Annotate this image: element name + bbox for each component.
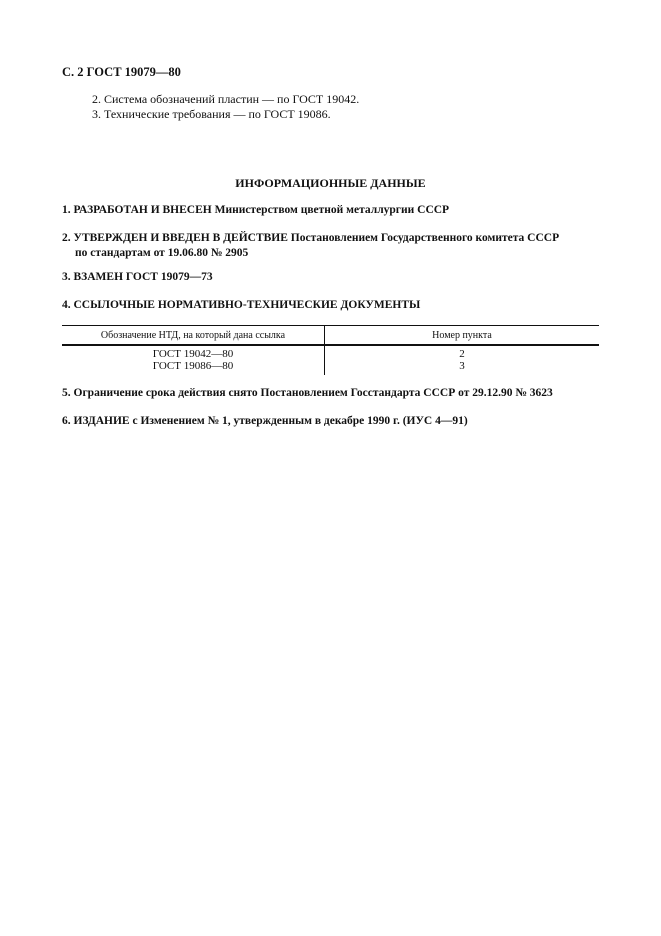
page-header: С. 2 ГОСТ 19079—80 bbox=[62, 65, 181, 79]
info-item-3-text: 3. ВЗАМЕН ГОСТ 19079—73 bbox=[62, 271, 213, 283]
table-header-point: Номер пункта bbox=[432, 329, 492, 341]
info-item-3 bbox=[62, 270, 213, 285]
info-item-4 bbox=[62, 298, 420, 313]
info-item-2-line2: по стандартам от 19.06.80 № 2905 bbox=[75, 247, 249, 259]
info-item-6 bbox=[62, 414, 468, 429]
info-item-4-text: 4. ССЫЛОЧНЫЕ НОРМАТИВНО-ТЕХНИЧЕСКИЕ ДОКУМЕНТЫ bbox=[62, 299, 421, 311]
points-list bbox=[92, 92, 359, 122]
table-cell-point-2: 3 bbox=[459, 360, 465, 372]
table-header-doc: Обозначение НТД, на который дана ссылка bbox=[62, 326, 325, 344]
table-cell-doc-1: ГОСТ 19042—80 bbox=[152, 348, 234, 360]
info-item-2 bbox=[62, 231, 559, 261]
references-table bbox=[62, 325, 599, 375]
table-col-point bbox=[325, 346, 599, 375]
info-item-5 bbox=[62, 386, 553, 401]
info-item-1 bbox=[62, 203, 449, 218]
info-title: ИНФОРМАЦИОННЫЕ ДАННЫЕ bbox=[235, 176, 426, 190]
point-2: 2. Система обозначений пластин — по ГОСТ 19042. bbox=[92, 92, 360, 106]
info-item-6-text: 6. ИЗДАНИЕ с Изменением № 1, утвержденным в декабре 1990 г. (ИУС 4—91) bbox=[62, 415, 468, 427]
table-col-doc bbox=[62, 346, 325, 375]
table-cell-doc-2: ГОСТ 19086—80 bbox=[152, 360, 234, 372]
point-3: 3. Технические требования — по ГОСТ 19086. bbox=[92, 107, 331, 121]
info-item-2-line1: 2. УТВЕРЖДЕН И ВВЕДЕН В ДЕЙСТВИЕ Постановлением Государственного комитета СССР bbox=[62, 232, 560, 244]
info-item-1-text: 1. РАЗРАБОТАН И ВНЕСЕН Министерством цветной металлургии СССР bbox=[62, 204, 450, 216]
table-body bbox=[62, 346, 599, 375]
table-header-row bbox=[62, 326, 599, 346]
table-cell-point-1: 2 bbox=[459, 348, 465, 360]
info-item-5-text: 5. Ограничение срока действия снято Постановлением Госстандарта СССР от 29.12.90 № 3623 bbox=[62, 387, 553, 399]
